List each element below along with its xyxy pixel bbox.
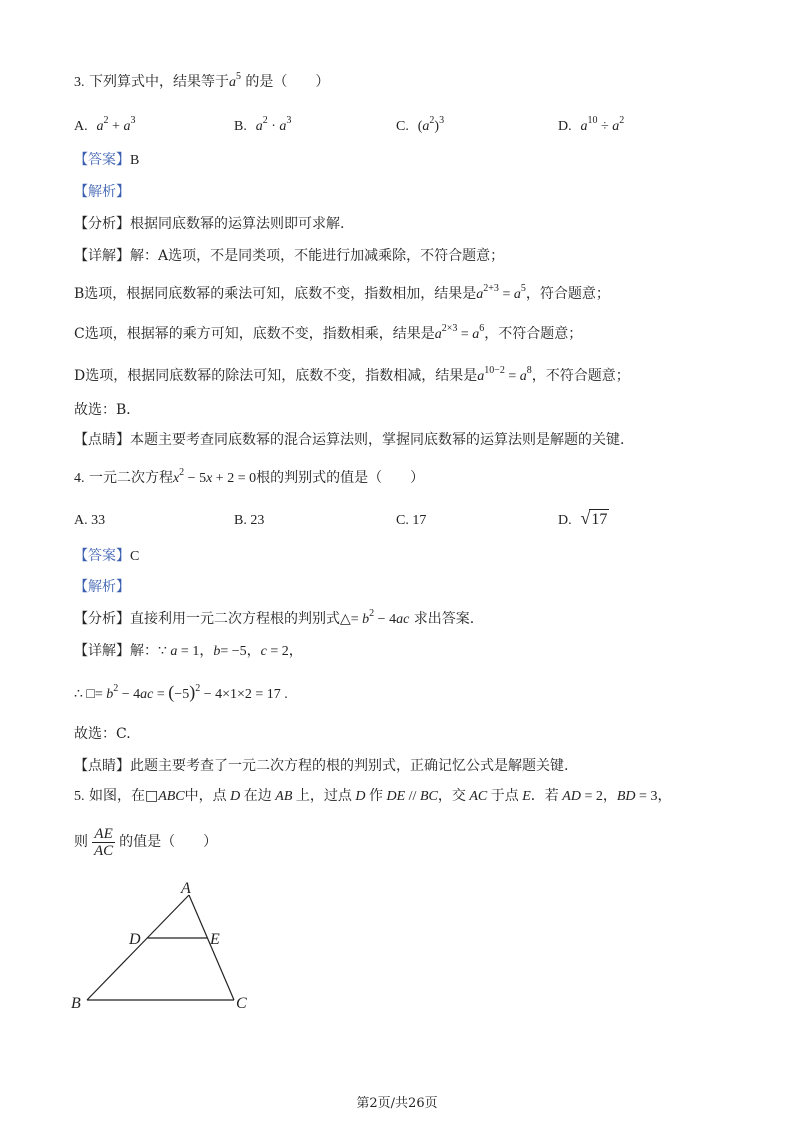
q3-detail: 【详解】解：A选项，不是同类项，不能进行加减乘除，不符合题意； [74,248,505,264]
q3-detail-c: C选项，根据幂的乘方可知，底数不变，指数相乘，结果是$a^{2\times 3} = a^6$，不符合题意； [74,323,583,342]
q3-option-b: B. $a^2 \cdot a^3$ [234,115,292,134]
q4-calculation: ∴ □= $b^2 - 4ac = (-5)^2 - 4\times 1\times 2 = 17$ . [74,682,288,702]
q3-option-c: C. $(a^2)^3$ [396,115,445,134]
q3-detail-d: D选项，根据同底数幂的除法可知，底数不变，指数相减，结果是$a^{10-2} = a^8$，不符合题意； [74,365,630,384]
q5-stem: 5. 如图，在□ABC中，点 D 在边 AB 上，过点 D 作 DE // BC，交 AC 于点 E．若 AD = 2，BD = 3， [74,788,672,804]
q3-dianjing: 【点睛】本题主要考查同底数幂的混合运算法则，掌握同底数幂的运算法则是解题的关键. [74,432,625,448]
label-b: B [71,995,81,1012]
q4-stem: 4. 一元二次方程$x^2 - 5x + 2 = 0$根的判别式的值是（ ） [74,467,425,486]
label-e: E [210,931,220,948]
q4-dianjing: 【点睛】此题主要考查了一元二次方程的根的判别式，正确记忆公式是解题关键. [74,758,569,774]
q4-conclusion: 故选：C. [74,726,131,742]
q3-option-a: A. $a^2 + a^3$ [74,115,136,134]
label-a: A [181,880,191,897]
q5-fraction: $\frac{AE}{AC}$ [94,825,114,859]
q4-fenxi: 【分析】直接利用一元二次方程根的判别式△= $b^2 - 4ac$ 求出答案. [74,608,475,627]
q3-detail-b: B选项，根据同底数幂的乘法可知，底数不变，指数相加，结果是$a^{2+3} = a^5$，符合题意； [74,283,610,302]
q3-option-d: D. $a^{10} \div a^2$ [558,115,625,134]
q4-detail: 【详解】解：∵ a = 1，b= −5，c = 2， [74,643,303,659]
q3-answer: 【答案】B [74,152,140,168]
q4-option-d: D. √17 [558,508,608,528]
q4-analysis-tag: 【解析】 [74,579,130,595]
q4-option-c: C. 17 [396,513,427,528]
label-d: D [129,931,141,948]
q4-option-b: B. 23 [234,513,265,528]
q5-question-line: 则 $\frac{AE}{AC}$ 的值是（ ） [74,825,218,859]
page-footer: 第2页/共26页 [356,1096,438,1111]
q3-stem: 3. 下列算式中，结果等于$a^5$ 的是（ ） [74,71,330,90]
q3-fenxi: 【分析】根据同底数幂的运算法则即可求解. [74,216,345,232]
q3-analysis-tag: 【解析】 [74,184,130,200]
label-c: C [236,995,247,1012]
q3-conclusion: 故选：B． [74,402,141,418]
q4-answer: 【答案】C [74,548,140,564]
q4-option-a: A. 33 [74,513,106,528]
